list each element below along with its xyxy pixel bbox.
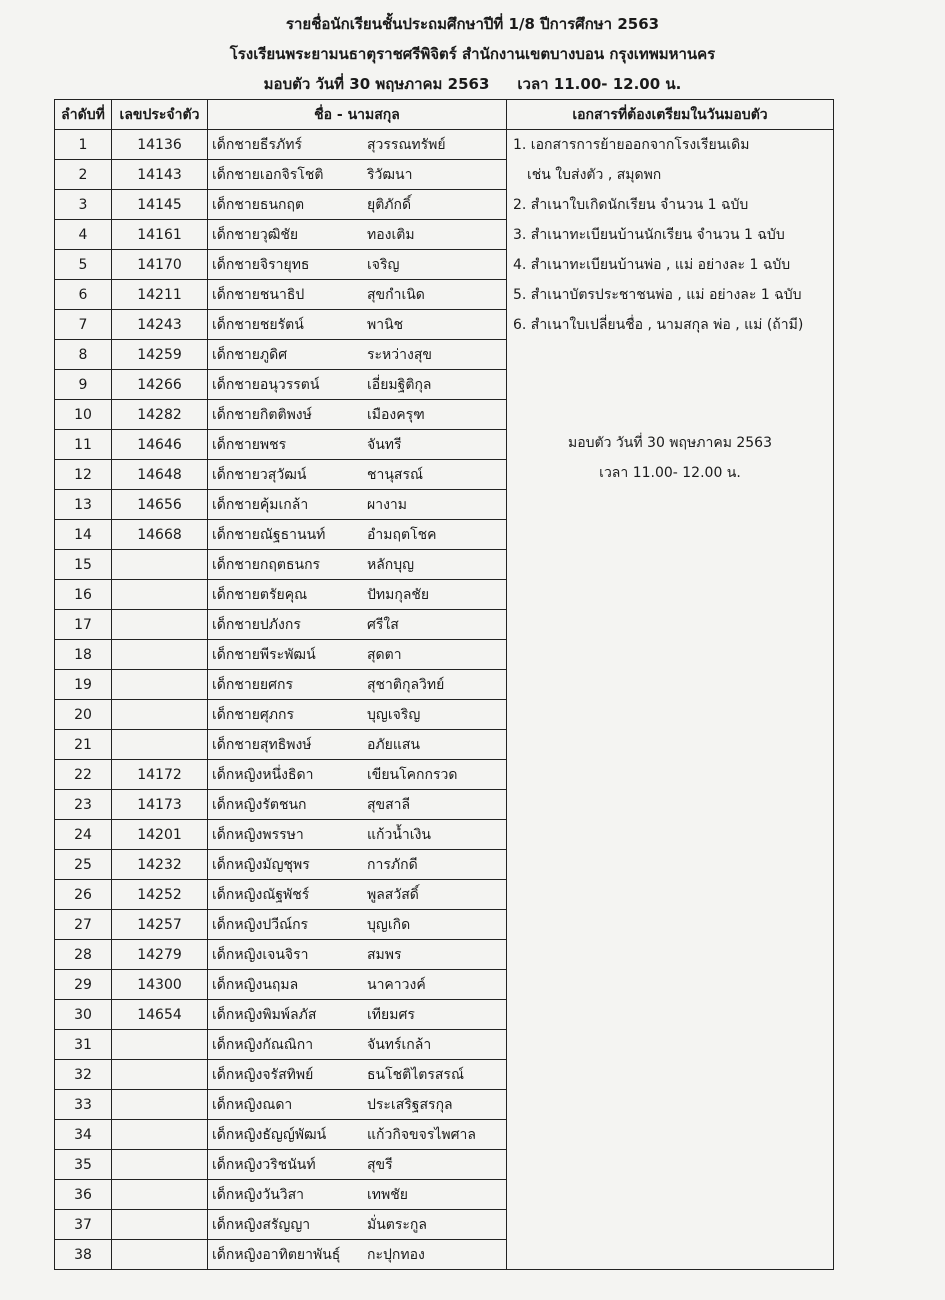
student-first-name: เด็กชายยศกร	[212, 676, 294, 693]
student-name	[208, 940, 507, 970]
student-id: 14646	[112, 430, 208, 460]
student-first-name: เด็กชายพีระพัฒน์	[212, 646, 316, 663]
student-id: 14243	[112, 310, 208, 340]
student-first-name: เด็กหญิงวันวิสา	[212, 1186, 305, 1203]
student-name	[208, 580, 507, 610]
student-last-name: แก้วน้ำเงิน	[367, 826, 431, 843]
student-last-name: พูลสวัสดิ์	[367, 886, 419, 903]
student-name	[208, 670, 507, 700]
student-name	[208, 1030, 507, 1060]
student-first-name: เด็กหญิงมัญชุพร	[212, 856, 310, 873]
row-number: 20	[55, 700, 112, 730]
student-id: 14211	[112, 280, 208, 310]
student-name	[208, 760, 507, 790]
student-name	[208, 490, 507, 520]
student-name	[208, 160, 507, 190]
student-first-name: เด็กชายณัฐธานนท์	[212, 526, 326, 543]
student-id: 14172	[112, 760, 208, 790]
student-last-name: สมพร	[367, 946, 402, 963]
student-first-name: เด็กชายพชร	[212, 436, 287, 453]
student-last-name: เมืองครุฑ	[367, 406, 425, 423]
student-id	[112, 700, 208, 730]
student-id: 14279	[112, 940, 208, 970]
student-last-name: สุขสาลี	[367, 796, 411, 813]
row-number: 33	[55, 1090, 112, 1120]
student-first-name: เด็กหญิงเจนจิรา	[212, 946, 309, 963]
student-id: 14656	[112, 490, 208, 520]
student-first-name: เด็กหญิงสรัญญา	[212, 1216, 311, 1233]
student-last-name: สุขรี	[367, 1156, 393, 1173]
roster-body	[55, 130, 834, 1270]
student-first-name: เด็กชายศุภกร	[212, 706, 295, 723]
student-last-name: ชานุสรณ์	[367, 466, 423, 483]
row-number: 8	[55, 340, 112, 370]
row-number: 7	[55, 310, 112, 340]
row-number: 23	[55, 790, 112, 820]
student-name	[208, 1120, 507, 1150]
student-name	[208, 610, 507, 640]
row-number: 11	[55, 430, 112, 460]
student-name	[208, 190, 507, 220]
student-id	[112, 1120, 208, 1150]
student-name	[208, 1090, 507, 1120]
row-number: 38	[55, 1240, 112, 1270]
row-number: 32	[55, 1060, 112, 1090]
student-name	[208, 430, 507, 460]
student-first-name: เด็กชายอนุวรรตน์	[212, 376, 320, 393]
row-number: 15	[55, 550, 112, 580]
student-id: 14170	[112, 250, 208, 280]
student-first-name: เด็กหญิงปวีณ์กร	[212, 916, 309, 933]
row-number: 4	[55, 220, 112, 250]
student-name	[208, 1180, 507, 1210]
student-first-name: เด็กชายตรัยคุณ	[212, 586, 308, 603]
student-last-name: เทียมศร	[367, 1006, 415, 1023]
row-number: 14	[55, 520, 112, 550]
student-id	[112, 610, 208, 640]
row-number: 34	[55, 1120, 112, 1150]
document-item: 3. สำเนาทะเบียนบ้านนักเรียน จำนวน 1 ฉบับ	[513, 227, 785, 243]
student-first-name: เด็กชายธนกฤต	[212, 196, 305, 213]
student-last-name: อภัยแสน	[367, 736, 420, 753]
document-title: รายชื่อนักเรียนชั้นประถมศึกษาปีที่ 1/8 ปีการศึกษา 2563	[285, 15, 660, 33]
student-last-name: บุญเจริญ	[367, 706, 421, 723]
student-first-name: เด็กชายสุทธิพงษ์	[212, 736, 312, 753]
student-last-name: กะปุกทอง	[367, 1246, 425, 1263]
student-id	[112, 1210, 208, 1240]
row-number: 21	[55, 730, 112, 760]
report-schedule-time: เวลา 11.00- 12.00 น.	[517, 75, 682, 93]
student-id: 14654	[112, 1000, 208, 1030]
student-last-name: แก้วกิจขจรไพศาล	[367, 1126, 476, 1143]
student-first-name: เด็กหญิงรัตชนก	[212, 796, 307, 813]
student-id	[112, 1090, 208, 1120]
student-id: 14257	[112, 910, 208, 940]
student-id: 14259	[112, 340, 208, 370]
table-header-row	[55, 100, 834, 130]
student-first-name: เด็กหญิงณัฐพัชร์	[212, 886, 310, 903]
student-name	[208, 370, 507, 400]
student-first-name: เด็กหญิงอาทิตยาพันธุ์	[212, 1246, 341, 1263]
student-last-name: หลักบุญ	[367, 556, 415, 573]
student-last-name: เขียนโคกกรวด	[367, 766, 458, 783]
row-number: 19	[55, 670, 112, 700]
student-last-name: อำมฤตโชค	[367, 526, 437, 543]
table-row	[55, 130, 834, 160]
row-number: 30	[55, 1000, 112, 1030]
row-number: 36	[55, 1180, 112, 1210]
report-schedule	[0, 72, 945, 96]
student-last-name: ระหว่างสุข	[367, 346, 432, 363]
student-last-name: พานิช	[367, 316, 404, 333]
student-name	[208, 550, 507, 580]
document-item: 5. สำเนาบัตรประชาชนพ่อ , แม่ อย่างละ 1 ฉบับ	[513, 287, 802, 303]
row-number: 25	[55, 850, 112, 880]
student-last-name: ประเสริฐสรกุล	[367, 1096, 453, 1113]
row-number: 16	[55, 580, 112, 610]
student-first-name: เด็กชายภูดิศ	[212, 346, 288, 363]
student-last-name: ริวัฒนา	[367, 166, 413, 183]
row-number: 28	[55, 940, 112, 970]
student-id	[112, 1150, 208, 1180]
student-id: 14161	[112, 220, 208, 250]
student-id	[112, 1030, 208, 1060]
document-item: 2. สำเนาใบเกิดนักเรียน จำนวน 1 ฉบับ	[513, 197, 749, 213]
student-name	[208, 1060, 507, 1090]
student-name	[208, 220, 507, 250]
student-last-name: ศรีใส	[367, 616, 399, 633]
student-first-name: เด็กชายกฤตธนกร	[212, 556, 321, 573]
student-last-name: เอี่ยมฐิติกุล	[367, 376, 432, 393]
student-last-name: ยุติภักดิ์	[367, 196, 412, 213]
row-number: 10	[55, 400, 112, 430]
document-item: เช่น ใบส่งตัว , สมุดพก	[527, 167, 662, 183]
row-number: 17	[55, 610, 112, 640]
student-last-name: นาคาวงค์	[367, 976, 426, 993]
student-id	[112, 670, 208, 700]
row-number: 13	[55, 490, 112, 520]
student-first-name: เด็กชายวสุวัฒน์	[212, 466, 307, 483]
school-name: โรงเรียนพระยามนธาตุราชศรีพิจิตร์ สำนักงานเขตบางบอน กรุงเทพมหานคร	[229, 45, 716, 63]
student-first-name: เด็กชายคุ้มเกล้า	[212, 496, 309, 513]
student-first-name: เด็กหญิงพรรษา	[212, 826, 304, 843]
student-name	[208, 460, 507, 490]
row-number: 37	[55, 1210, 112, 1240]
required-documents-cell	[507, 130, 834, 1270]
student-id	[112, 730, 208, 760]
student-name	[208, 400, 507, 430]
student-first-name: เด็กหญิงธัญญ์พัฒน์	[212, 1126, 327, 1143]
student-name	[208, 910, 507, 940]
row-number: 22	[55, 760, 112, 790]
student-id	[112, 550, 208, 580]
student-name	[208, 280, 507, 310]
student-name	[208, 1210, 507, 1240]
column-header-number: ลำดับที่	[55, 100, 112, 130]
row-number: 18	[55, 640, 112, 670]
student-name	[208, 130, 507, 160]
student-id	[112, 1180, 208, 1210]
student-id	[112, 1240, 208, 1270]
student-name	[208, 850, 507, 880]
row-number: 1	[55, 130, 112, 160]
column-header-student-id: เลขประจำตัว	[112, 100, 208, 130]
student-first-name: เด็กหญิงจรัสทิพย์	[212, 1066, 314, 1083]
student-last-name: ธนโชติไตรสรณ์	[367, 1066, 464, 1083]
row-number: 29	[55, 970, 112, 1000]
student-first-name: เด็กหญิงพิมพ์ลภัส	[212, 1006, 317, 1023]
row-number: 12	[55, 460, 112, 490]
student-id: 14300	[112, 970, 208, 1000]
student-first-name: เด็กชายวุฒิชัย	[212, 226, 299, 243]
document-item: 1. เอกสารการย้ายออกจากโรงเรียนเดิม	[513, 137, 750, 153]
student-name	[208, 790, 507, 820]
student-name	[208, 1150, 507, 1180]
student-id: 14173	[112, 790, 208, 820]
student-name	[208, 730, 507, 760]
student-name	[208, 310, 507, 340]
student-id: 14282	[112, 400, 208, 430]
row-number: 27	[55, 910, 112, 940]
student-id: 14143	[112, 160, 208, 190]
student-name	[208, 640, 507, 670]
column-header-documents: เอกสารที่ต้องเตรียมในวันมอบตัว	[507, 100, 834, 130]
student-name	[208, 820, 507, 850]
row-number: 5	[55, 250, 112, 280]
student-name	[208, 520, 507, 550]
student-last-name: จันทร์เกล้า	[367, 1036, 432, 1053]
report-schedule-date: มอบตัว วันที่ 30 พฤษภาคม 2563	[263, 75, 490, 93]
student-first-name: เด็กหญิงหนึ่งธิดา	[212, 766, 314, 783]
student-name	[208, 1240, 507, 1270]
document-item: 4. สำเนาทะเบียนบ้านพ่อ , แม่ อย่างละ 1 ฉบับ	[513, 257, 791, 273]
column-header-name: ชื่อ - นามสกุล	[208, 100, 507, 130]
student-first-name: เด็กชายปภังกร	[212, 616, 301, 633]
student-last-name: ปัทมกุลชัย	[367, 586, 430, 603]
student-last-name: สุชาติกุลวิทย์	[367, 676, 445, 693]
document-item: 6. สำเนาใบเปลี่ยนชื่อ , นามสกุล พ่อ , แม่ (ถ้ามี)	[513, 317, 804, 333]
student-last-name: เจริญ	[367, 256, 400, 273]
student-name	[208, 1000, 507, 1030]
student-name	[208, 700, 507, 730]
student-id	[112, 580, 208, 610]
row-number: 35	[55, 1150, 112, 1180]
student-first-name: เด็กหญิงกัณณิกา	[212, 1036, 314, 1053]
student-roster-table	[54, 99, 834, 1270]
student-last-name: เทพชัย	[367, 1186, 408, 1203]
student-last-name: การภักดี	[367, 856, 418, 873]
row-number: 2	[55, 160, 112, 190]
student-id: 14201	[112, 820, 208, 850]
report-note-date: มอบตัว วันที่ 30 พฤษภาคม 2563	[568, 435, 772, 451]
student-last-name: จันทรี	[367, 436, 402, 453]
required-documents-list	[507, 130, 833, 1269]
report-note	[507, 428, 833, 488]
row-number: 3	[55, 190, 112, 220]
student-last-name: ผางาม	[367, 496, 407, 513]
row-number: 9	[55, 370, 112, 400]
student-last-name: มั่นตระกูล	[367, 1216, 427, 1233]
student-first-name: เด็กชายกิตติพงษ์	[212, 406, 312, 423]
student-id	[112, 1060, 208, 1090]
row-number: 24	[55, 820, 112, 850]
row-number: 31	[55, 1030, 112, 1060]
row-number: 26	[55, 880, 112, 910]
row-number: 6	[55, 280, 112, 310]
student-first-name: เด็กชายเอกจิรโชติ	[212, 166, 324, 183]
student-id: 14648	[112, 460, 208, 490]
student-id: 14252	[112, 880, 208, 910]
report-note-time: เวลา 11.00- 12.00 น.	[599, 465, 741, 481]
student-id: 14266	[112, 370, 208, 400]
student-name	[208, 970, 507, 1000]
student-last-name: สุขกำเนิด	[367, 286, 425, 303]
student-name	[208, 250, 507, 280]
student-first-name: เด็กชายจิรายุทธ	[212, 256, 310, 273]
student-first-name: เด็กชายธีรภัทร์	[212, 136, 302, 153]
student-first-name: เด็กหญิงนฤมล	[212, 976, 299, 993]
student-name	[208, 340, 507, 370]
student-id: 14136	[112, 130, 208, 160]
student-last-name: สุวรรณทรัพย์	[367, 136, 446, 153]
student-name	[208, 880, 507, 910]
student-first-name: เด็กชายชนาธิป	[212, 286, 305, 303]
student-first-name: เด็กชายชยรัตน์	[212, 316, 304, 333]
student-id: 14668	[112, 520, 208, 550]
student-first-name: เด็กหญิงณดา	[212, 1096, 293, 1113]
student-id	[112, 640, 208, 670]
student-first-name: เด็กหญิงวริชนันท์	[212, 1156, 316, 1173]
student-last-name: บุญเกิด	[367, 916, 411, 933]
student-last-name: ทองเติม	[367, 226, 415, 243]
student-id: 14232	[112, 850, 208, 880]
student-last-name: สุดตา	[367, 646, 402, 663]
student-id: 14145	[112, 190, 208, 220]
